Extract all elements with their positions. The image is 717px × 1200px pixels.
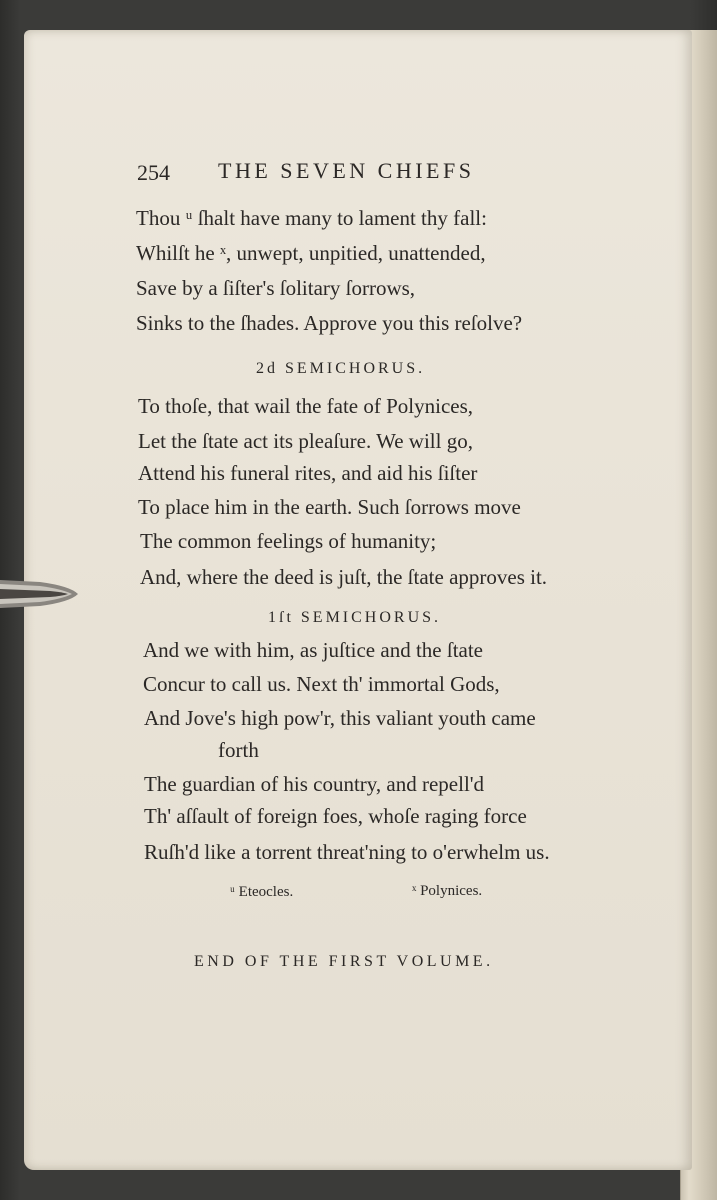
end-of-volume: END OF THE FIRST VOLUME. <box>194 953 494 970</box>
verse-line: Ruſh'd like a torrent threat'ning to o'erwhelm us. <box>144 840 550 864</box>
verse-line: To thoſe, that wail the fate of Polynices, <box>138 394 474 418</box>
verse-line: Thou ᵘ ſhalt have many to lament thy fall: <box>136 206 487 230</box>
verse-line: To place him in the earth. Such ſorrows move <box>138 495 521 519</box>
verse-line: Save by a ſiſter's ſolitary ſorrows, <box>136 276 416 300</box>
verse-line: And we with him, as juſtice and the ſtate <box>143 638 483 662</box>
verse-line-continuation: forth <box>218 738 259 762</box>
running-title: THE SEVEN CHIEFS <box>218 158 475 183</box>
verse-line: The common feelings of humanity; <box>140 529 437 553</box>
speaker-heading: 2d SEMICHORUS. <box>256 360 426 377</box>
bookmark-clip <box>0 574 80 612</box>
verse-line: Let the ſtate act its pleaſure. We will go, <box>138 429 473 453</box>
verse-line: Sinks to the ſhades. Approve you this reſolve? <box>136 311 523 335</box>
verse-line: And Jove's high pow'r, this valiant youth came <box>144 706 536 730</box>
footnote-x: ˣ Polynices. <box>412 883 483 899</box>
verse-line: Th' aſſault of foreign foes, whoſe raging force <box>144 804 527 828</box>
verse-line: The guardian of his country, and repell'd <box>144 772 485 796</box>
verse-line: Concur to call us. Next th' immortal Gods, <box>143 672 500 696</box>
speaker-heading: 1ſt SEMICHORUS. <box>268 609 442 626</box>
page-number: 254 <box>137 160 170 185</box>
verse-line: Attend his funeral rites, and aid his ſiſter <box>138 461 478 485</box>
verse-line: And, where the deed is juſt, the ſtate approves it. <box>140 565 548 589</box>
footnote-u: ᵘ Eteocles. <box>230 884 294 900</box>
book-page <box>24 30 692 1170</box>
verse-line: Whilſt he ˣ, unwept, unpitied, unattended, <box>136 241 486 265</box>
